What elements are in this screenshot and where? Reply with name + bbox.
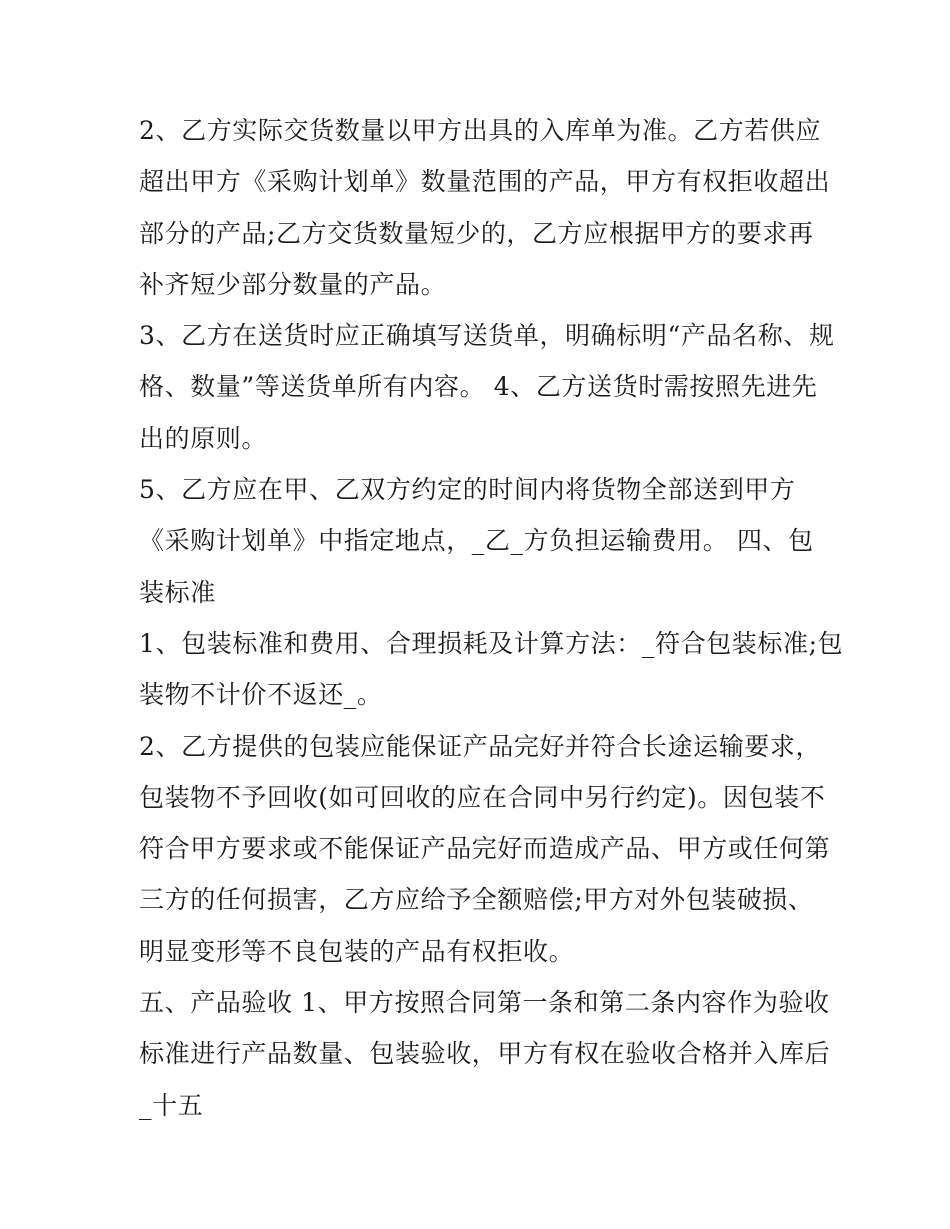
text-line: 三方的任何损害，乙方应给予全额赔偿;甲方对外包装破损、 [139,885,814,915]
text-line: 五、产品验收 1、甲方按照合同第一条和第二条内容作为验收 [139,988,830,1018]
text-line: 1、包装标准和费用、合理损耗及计算方法：_符合包装标准;包 [139,628,844,658]
text-line: 2、乙方提供的包装应能保证产品完好并符合长途运输要求， [139,731,822,761]
text-line: 包装物不予回收(如可回收的应在合同中另行约定)。因包装不 [139,782,826,812]
text-line: 明显变形等不良包装的产品有权拒收。 [139,936,575,966]
text-line: _十五 [139,1090,204,1120]
text-line: 5、乙方应在甲、乙双方约定的时间内将货物全部送到甲方 [139,475,796,505]
text-line: 3、乙方在送货时应正确填写送货单，明确标明“产品名称、规 [139,321,835,351]
text-line: 格、数量”等送货单所有内容。 4、乙方送货时需按照先进先 [139,372,818,402]
text-line: 装物不计价不返还_。 [139,680,383,710]
text-line: 2、乙方实际交货数量以甲方出具的入库单为准。乙方若供应 [139,116,822,145]
text-line: 标准进行产品数量、包装验收，甲方有权在验收合格并入库后 [139,1039,831,1069]
text-line: 部分的产品;乙方交货数量短少的，乙方应根据甲方的要求再 [139,218,814,248]
text-line: 补齐短少部分数量的产品。 [139,269,447,299]
text-line: 装标准 [139,577,216,607]
text-line: 超出甲方《采购计划单》数量范围的产品，甲方有权拒收超出 [139,167,831,197]
text-line: 《采购计划单》中指定地点，_乙_方负担运输费用。 四、包 [139,526,814,556]
document-body [139,105,844,1131]
text-line: 出的原则。 [139,423,268,453]
text-line: 符合甲方要求或不能保证产品完好而造成产品、甲方或任何第 [139,834,831,864]
